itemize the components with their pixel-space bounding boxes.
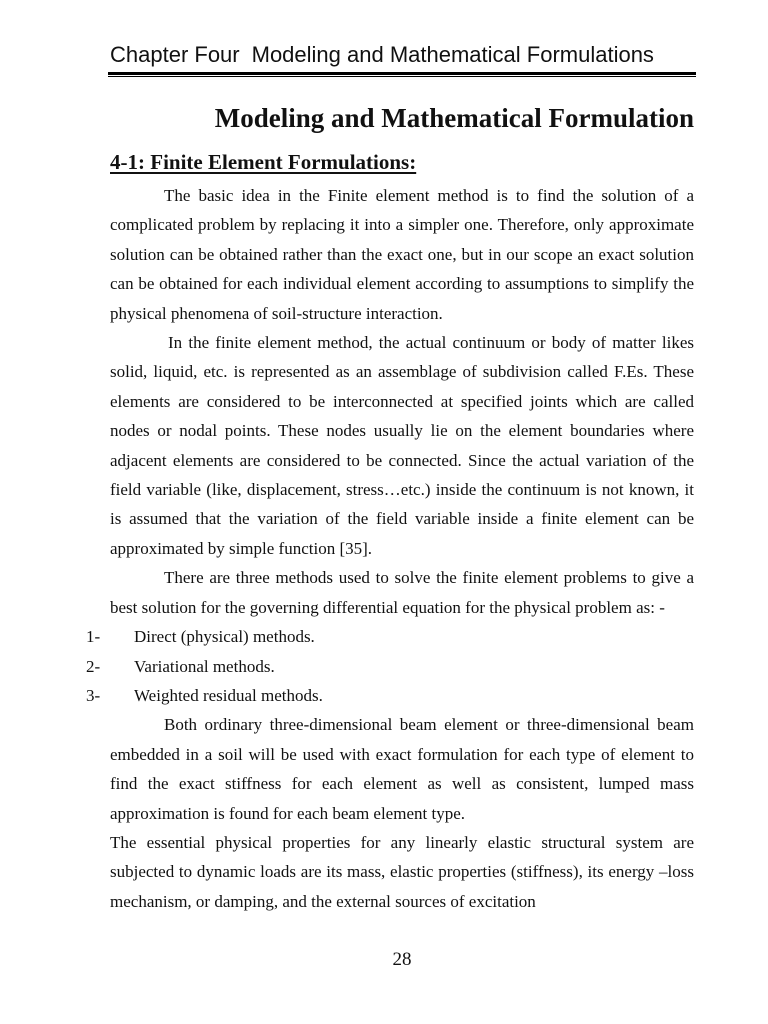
section-heading: 4-1: Finite Element Formulations: (110, 150, 417, 174)
body-text (86, 181, 694, 916)
list-number: 3- (86, 685, 101, 705)
paragraph-3: There are three methods used to solve the finite element problems to give a best solution for the governing differential equation for the physical problem as: - (110, 568, 694, 617)
list-item (86, 622, 694, 651)
header-chapter-title: Modeling and Mathematical Formulations (251, 42, 654, 67)
list-item (86, 652, 694, 681)
list-text: Variational methods. (134, 656, 275, 676)
page-title: Modeling and Mathematical Formulation (214, 103, 694, 133)
list-text: Direct (physical) methods. (134, 627, 315, 647)
header-chapter-label: Chapter Four (110, 42, 240, 67)
list-number: 1- (86, 627, 101, 647)
paragraph-1: The basic idea in the Finite element method is to find the solution of a complicated problem by replacing it into a simpler one. Therefore, only approximate solution can be obtained rather than the exact one, but in our scope an exact solution can be obtained for each individual element according to assumptions to simplify the physical phenomena of soil-structure interaction. (110, 186, 694, 323)
paragraph-4: Both ordinary three-dimensional beam element or three-dimensional beam embedded in a soil will be used with exact formulation for each type of element to find the exact stiffness for each element as well as consistent, lumped mass approximation is found for each beam element type. (110, 715, 694, 823)
running-header (110, 40, 696, 70)
list-text: Weighted residual methods. (134, 685, 323, 705)
page-number: 28 (392, 949, 412, 970)
list-item (86, 681, 694, 710)
header-rule-thick (108, 72, 696, 75)
list-number: 2- (86, 656, 101, 676)
paragraph-2: In the finite element method, the actual continuum or body of matter likes solid, liquid, etc. is represented as an assemblage of subdivision called F.Es. These elements are considered to be interconnected at specified joints which are called nodes or nodal points. These nodes usually lie on the element boundaries where adjacent elements are considered to be connected. Since the actual variation of the field variable (like, displacement, stress…etc.) inside the continuum is not known, it is assumed that the variation of the field variable inside a finite element can be approximated by simple function [35]. (110, 333, 694, 558)
header-rule-thin (108, 76, 696, 77)
paragraph-5: The essential physical properties for any linearly elastic structural system are subjected to dynamic loads are its mass, elastic properties (stiffness), its energy –loss mechanism, or damping, and the external sources of excitation (110, 832, 694, 911)
